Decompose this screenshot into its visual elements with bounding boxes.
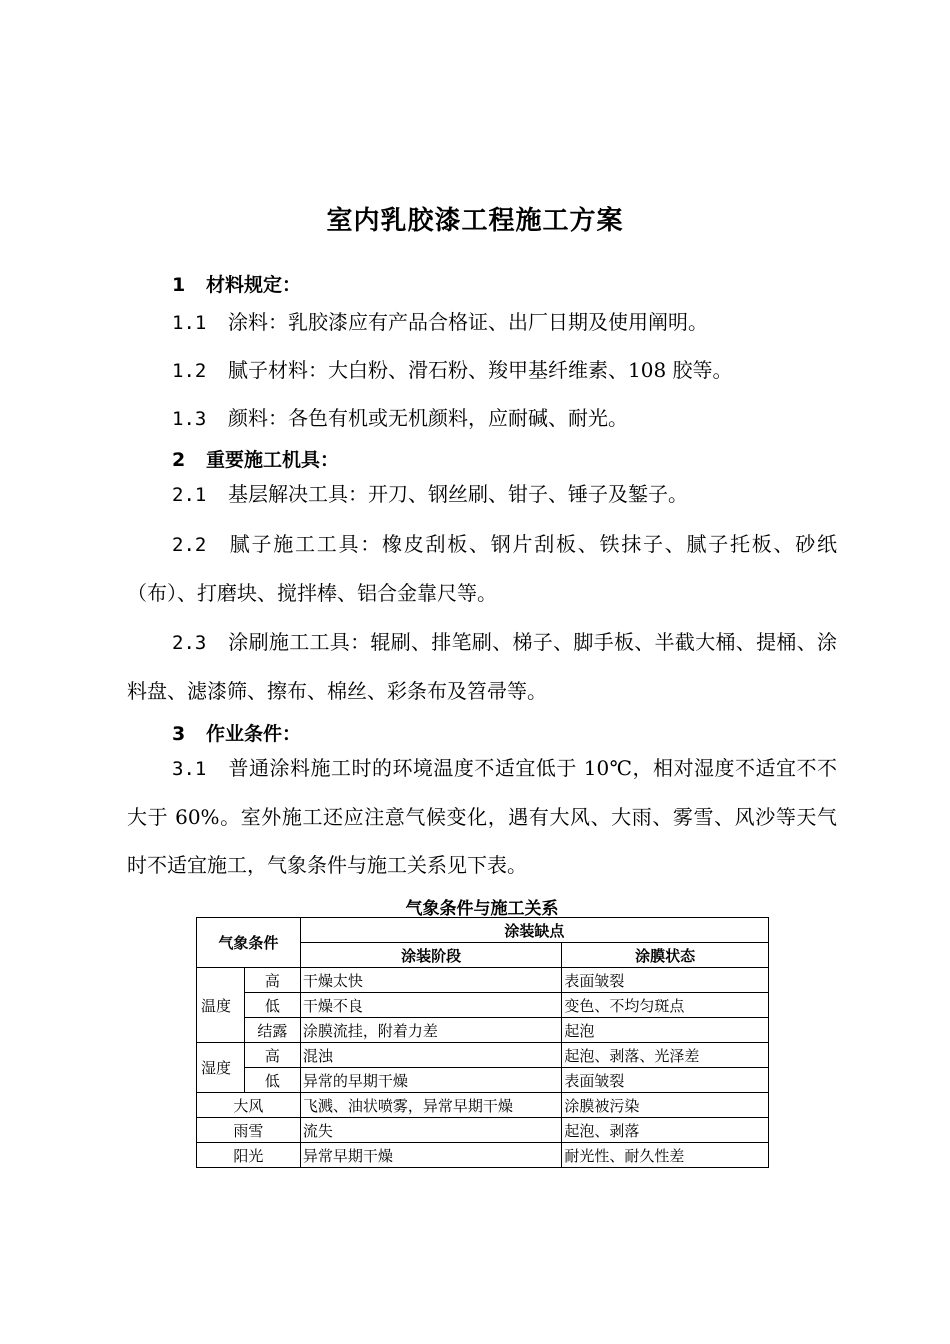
item-text: 腻子施工工具：橡皮刮板、钢片刮板、铁抹子、腻子托板、砂纸（布）、打磨块、搅拌棒、铝合金靠尺等。 xyxy=(127,532,837,605)
header-film: 涂膜状态 xyxy=(562,943,769,968)
stage-cell: 异常的早期干燥 xyxy=(300,1068,562,1093)
film-cell: 涂膜被污染 xyxy=(562,1093,769,1118)
section-heading-conditions xyxy=(172,719,301,746)
item-number: 1.1 xyxy=(172,312,207,334)
stage-cell: 干燥不良 xyxy=(300,993,562,1018)
film-cell: 耐光性、耐久性差 xyxy=(562,1143,769,1168)
table-row xyxy=(197,993,769,1018)
header-stage: 涂装阶段 xyxy=(300,943,562,968)
table-row xyxy=(197,1018,769,1043)
table-row xyxy=(197,1043,769,1068)
section-title: 重要施工机具： xyxy=(206,449,340,471)
table-row xyxy=(197,1093,769,1118)
section-heading-materials xyxy=(172,270,301,297)
item-text: 腻子材料：大白粉、滑石粉、羧甲基纤维素、108 胶等。 xyxy=(228,358,733,382)
item-text: 基层解决工具：开刀、钢丝刷、钳子、锤子及錾子。 xyxy=(228,482,688,506)
film-cell: 表面皱裂 xyxy=(562,1068,769,1093)
stage-cell: 异常早期干燥 xyxy=(300,1143,562,1168)
section-heading-tools xyxy=(172,445,339,472)
film-cell: 表面皱裂 xyxy=(562,968,769,993)
stage-cell: 流失 xyxy=(300,1118,562,1143)
paragraph-3-1 xyxy=(127,744,837,889)
table-header-row xyxy=(197,918,769,943)
section-number: 3 xyxy=(172,723,186,745)
item-number: 1.2 xyxy=(172,360,207,382)
table-row xyxy=(197,1068,769,1093)
film-cell: 起泡、剥落、光泽差 xyxy=(562,1043,769,1068)
item-text: 普通涂料施工时的环境温度不适宜低于 10℃，相对湿度不适宜不不大于 60%。室外施工还应注意气候变化，遇有大风、大雨、雾雪、风沙等天气时不适宜施工，气象条件与施工关系见下表。 xyxy=(127,756,837,877)
level-cell: 低 xyxy=(244,993,300,1018)
stage-cell: 干燥太快 xyxy=(300,968,562,993)
stage-cell: 飞溅、油状喷雾，异常早期干燥 xyxy=(300,1093,562,1118)
paragraph-1-2 xyxy=(127,346,837,395)
film-cell: 起泡、剥落 xyxy=(562,1118,769,1143)
paragraph-2-1 xyxy=(127,470,837,519)
table-caption: 气象条件与施工关系 xyxy=(405,899,559,919)
condition-cell: 雨雪 xyxy=(197,1118,301,1143)
item-number: 2.1 xyxy=(172,484,207,506)
table-row xyxy=(197,1118,769,1143)
section-number: 2 xyxy=(172,449,186,471)
section-number: 1 xyxy=(172,274,186,296)
paragraph-1-3 xyxy=(127,394,837,443)
condition-cell: 大风 xyxy=(197,1093,301,1118)
film-cell: 变色、不均匀斑点 xyxy=(562,993,769,1018)
group-label-humidity: 湿度 xyxy=(197,1043,245,1093)
weather-table xyxy=(196,917,769,1168)
item-number: 1.3 xyxy=(172,408,207,430)
table-row xyxy=(197,1143,769,1168)
section-title: 作业条件： xyxy=(206,723,302,745)
stage-cell: 涂膜流挂，附着力差 xyxy=(300,1018,562,1043)
header-defects: 涂装缺点 xyxy=(300,918,768,943)
section-title: 材料规定： xyxy=(206,274,302,296)
level-cell: 高 xyxy=(244,968,300,993)
item-number: 2.2 xyxy=(172,534,207,556)
condition-cell: 阳光 xyxy=(197,1143,301,1168)
table-row xyxy=(197,968,769,993)
header-condition: 气象条件 xyxy=(197,918,301,968)
item-text: 涂料：乳胶漆应有产品合格证、出厂日期及使用阐明。 xyxy=(228,310,708,334)
level-cell: 低 xyxy=(244,1068,300,1093)
group-label-temperature: 温度 xyxy=(197,968,245,1043)
film-cell: 起泡 xyxy=(562,1018,769,1043)
item-text: 颜料：各色有机或无机颜料，应耐碱、耐光。 xyxy=(228,406,628,430)
paragraph-2-3 xyxy=(127,618,837,715)
paragraph-2-2 xyxy=(127,520,837,617)
item-number: 3.1 xyxy=(172,758,207,780)
stage-cell: 混浊 xyxy=(300,1043,562,1068)
level-cell: 高 xyxy=(244,1043,300,1068)
item-text: 涂刷施工工具：辊刷、排笔刷、梯子、脚手板、半截大桶、提桶、涂料盘、滤漆筛、擦布、棉丝、彩条布及笤帚等。 xyxy=(127,630,837,703)
document-title: 室内乳胶漆工程施工方案 xyxy=(326,206,624,236)
item-number: 2.3 xyxy=(172,632,207,654)
paragraph-1-1 xyxy=(127,298,837,347)
level-cell: 结露 xyxy=(244,1018,300,1043)
